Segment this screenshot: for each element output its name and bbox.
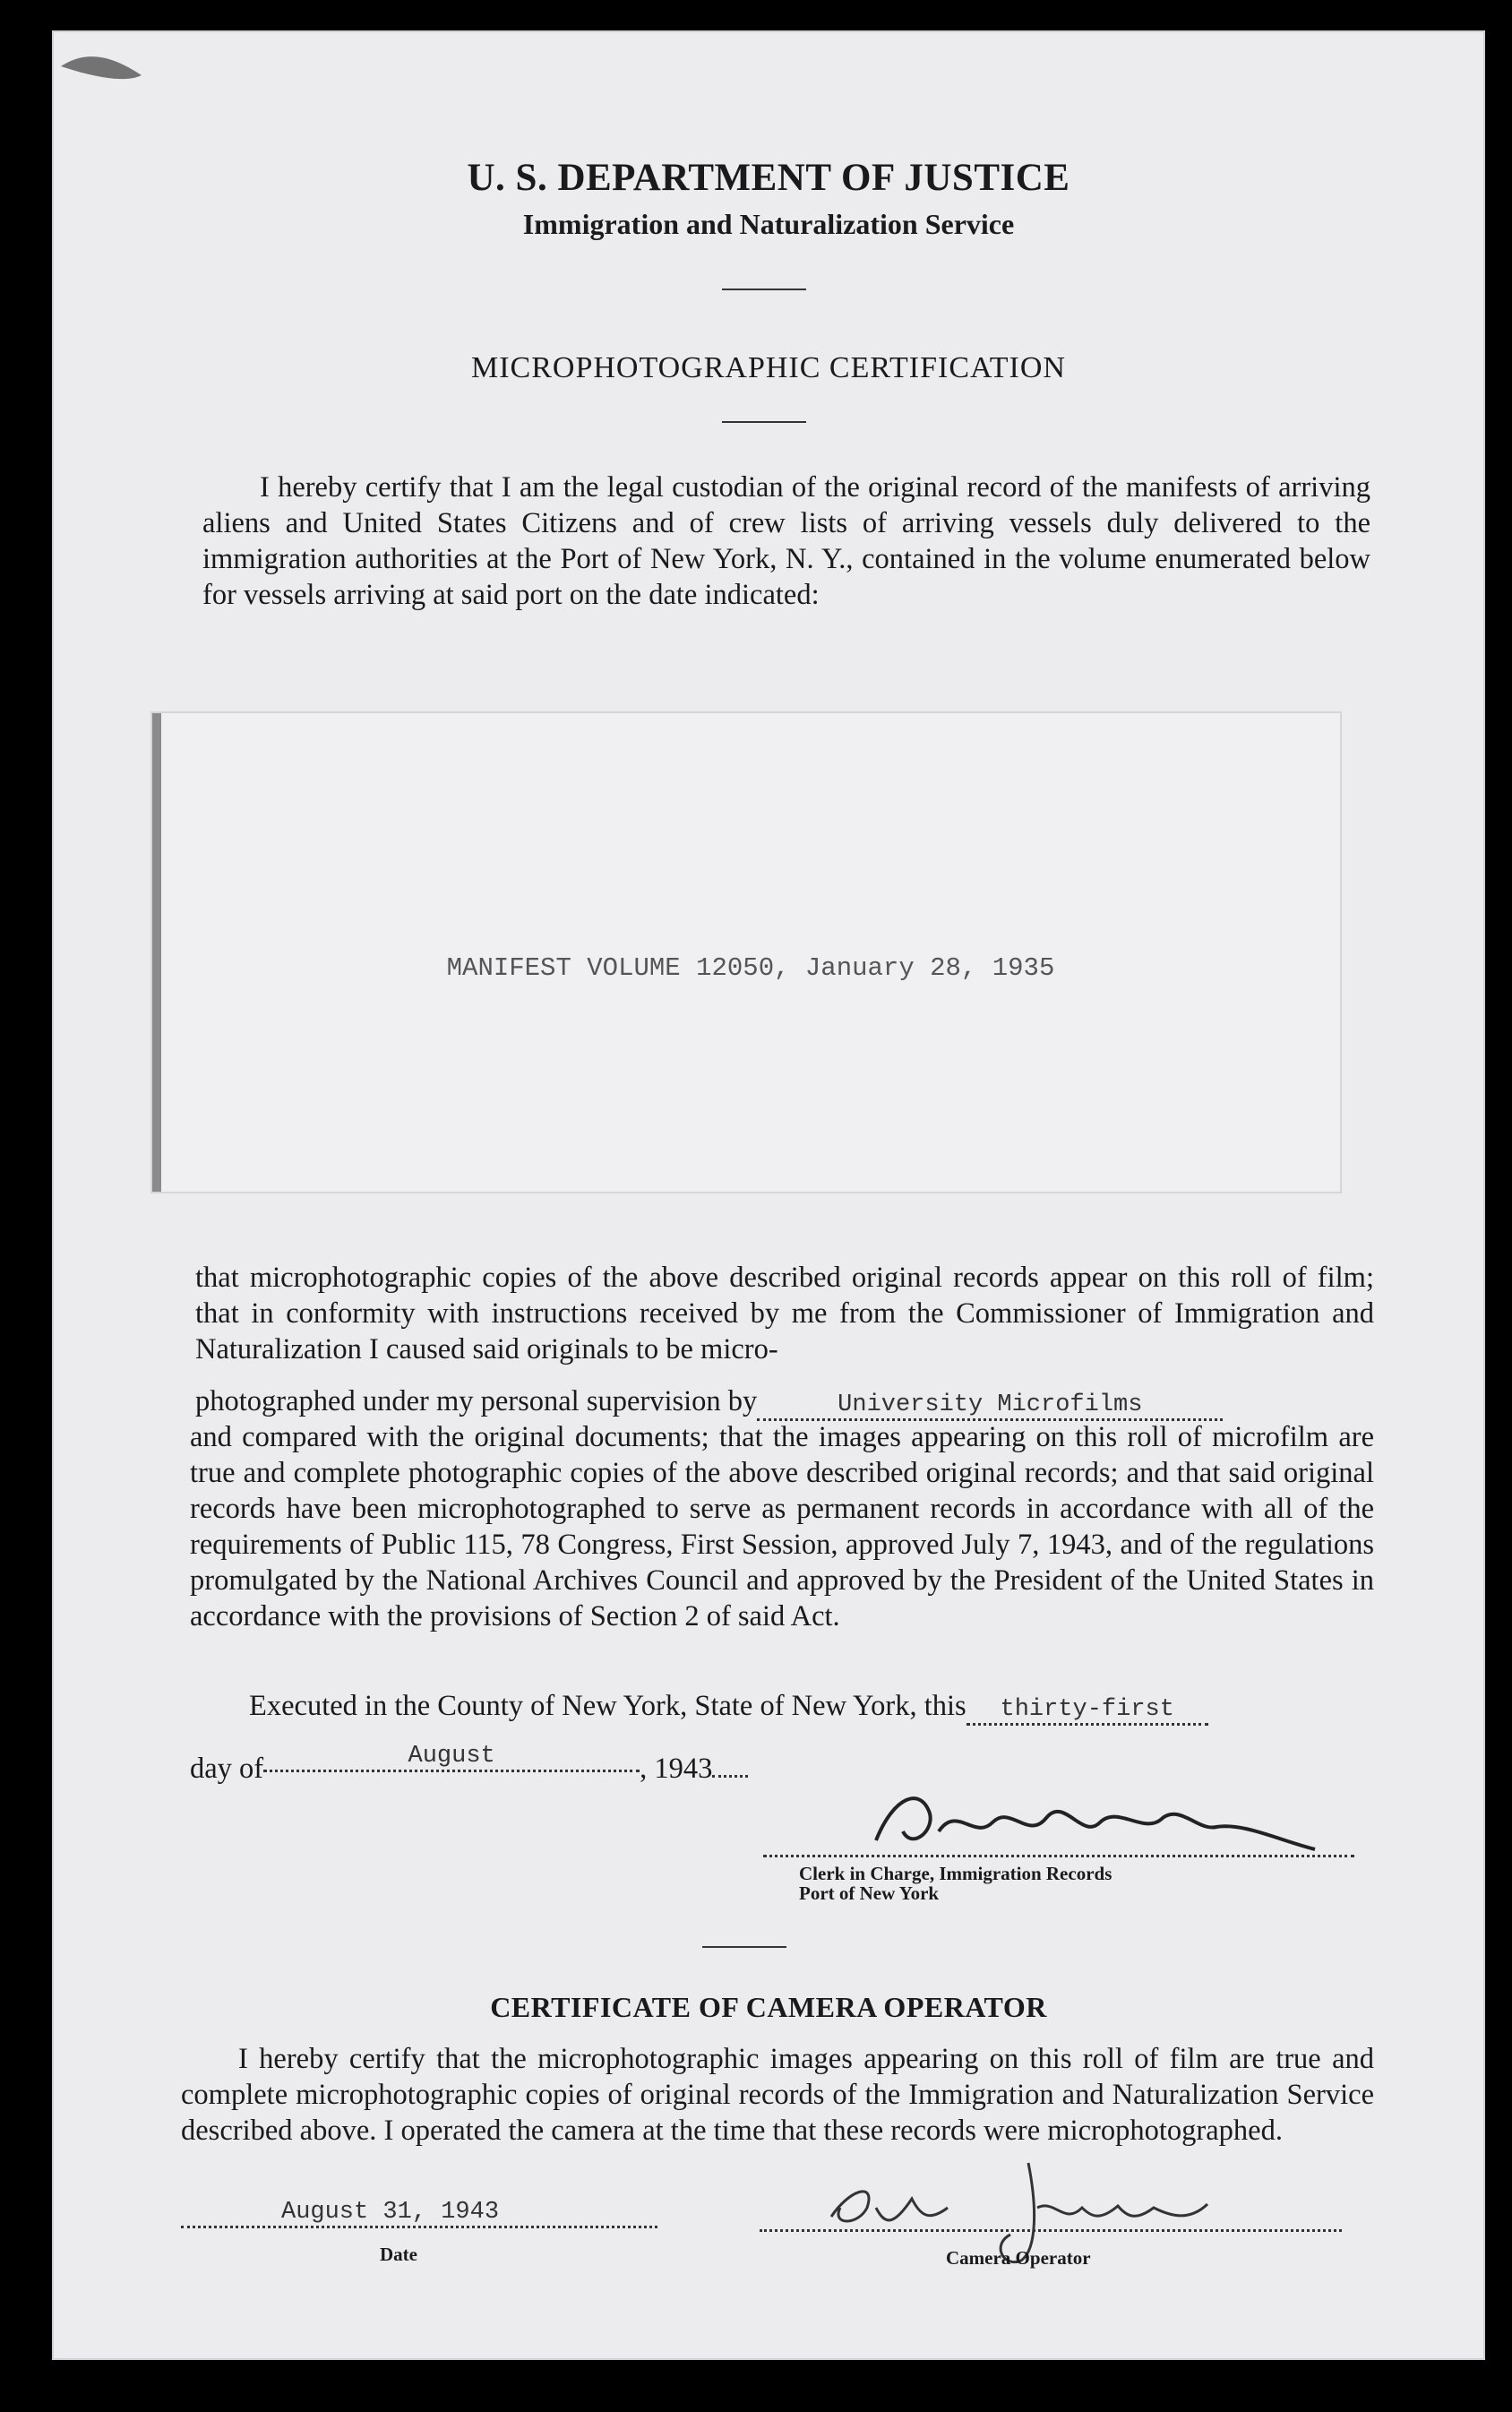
photographer-field xyxy=(757,1385,1223,1421)
clerk-signature-line xyxy=(763,1855,1354,1857)
year-suffix: 3 xyxy=(698,1753,713,1785)
photographer-value: University Microfilms xyxy=(838,1391,1143,1418)
operator-date-value: August 31, 1943 xyxy=(281,2199,500,2226)
department-heading: U. S. DEPARTMENT OF JUSTICE xyxy=(467,157,1070,199)
day-of-prefix: day of xyxy=(190,1753,264,1785)
operator-certificate-title: CERTIFICATE OF CAMERA OPERATOR xyxy=(490,1991,1047,2023)
executed-day-field xyxy=(966,1690,1208,1726)
executed-line xyxy=(249,1690,1208,1726)
manifest-label-card xyxy=(152,713,1340,1192)
manifest-volume-label: MANIFEST VOLUME 12050, January 28, 1935 xyxy=(446,953,1055,983)
service-subheading: Immigration and Naturalization Service xyxy=(522,208,1015,240)
certificate-page xyxy=(52,30,1485,2360)
clerk-title-line1: Clerk in Charge, Immigration Records xyxy=(799,1863,1113,1884)
executed-day-value: thirty-first xyxy=(1000,1696,1174,1723)
divider xyxy=(722,421,806,423)
corner-smudge xyxy=(52,30,177,102)
clerk-title-line2: Port of New York xyxy=(799,1882,940,1904)
day-of-line xyxy=(190,1743,748,1788)
compared-paragraph: and compared with the original documents; that the images appearing on this roll of microfilm are true and complete photographic copies of the above described original records; and that said original records have been microphotographed to serve as permanent records in accordance with all of the requirements of Public 115, 78 Congress, First Session, approved July 7, 1943, and of the regulations promulgated by the National Archives Council and approved by the President of the United States in accordance with the provisions of Section 2 of said Act. xyxy=(190,1421,1374,1632)
date-line xyxy=(181,2226,657,2228)
divider xyxy=(702,1946,786,1948)
clerk-title xyxy=(799,1864,1112,1903)
operator-label: Camera Operator xyxy=(946,2247,1091,2269)
operator-paragraph: I hereby certify that the microphotographic images appearing on this roll of film are true and complete microphotographic copies of original records of the Immigration and Naturalization Service described above. I operated the camera at the time that these records were microphotographed. xyxy=(181,2043,1374,2147)
executed-prefix: Executed in the County of New York, State of New York, this xyxy=(249,1690,966,1722)
photographed-line xyxy=(195,1385,1223,1421)
year-prefix: , 194 xyxy=(640,1753,699,1785)
month-field xyxy=(263,1736,640,1772)
divider xyxy=(722,289,806,290)
operator-signature-line xyxy=(760,2229,1342,2232)
year-dots xyxy=(712,1775,748,1778)
date-label: Date xyxy=(380,2244,417,2265)
clerk-signature xyxy=(858,1778,1324,1867)
certification-title: MICROPHOTOGRAPHIC CERTIFICATION xyxy=(470,351,1066,384)
custodian-paragraph: I hereby certify that I am the legal custodian of the original record of the manifests of arriving aliens and United States Citizens and of crew lists of arriving vessels duly delivered to the immigration authorities at the Port of New York, N. Y., contained in the volume enumerated below for vessels arriving at said port on the date indicated: xyxy=(202,471,1370,611)
month-value: August xyxy=(408,1743,495,1770)
film-paragraph: that microphotographic copies of the above described original records appear on this roll of film; that in conformity with instructions received by me from the Commissioner of Immigration and Naturalization I caused said originals to be micro- xyxy=(195,1262,1374,1365)
photographed-prefix: photographed under my personal supervision by xyxy=(195,1385,758,1417)
